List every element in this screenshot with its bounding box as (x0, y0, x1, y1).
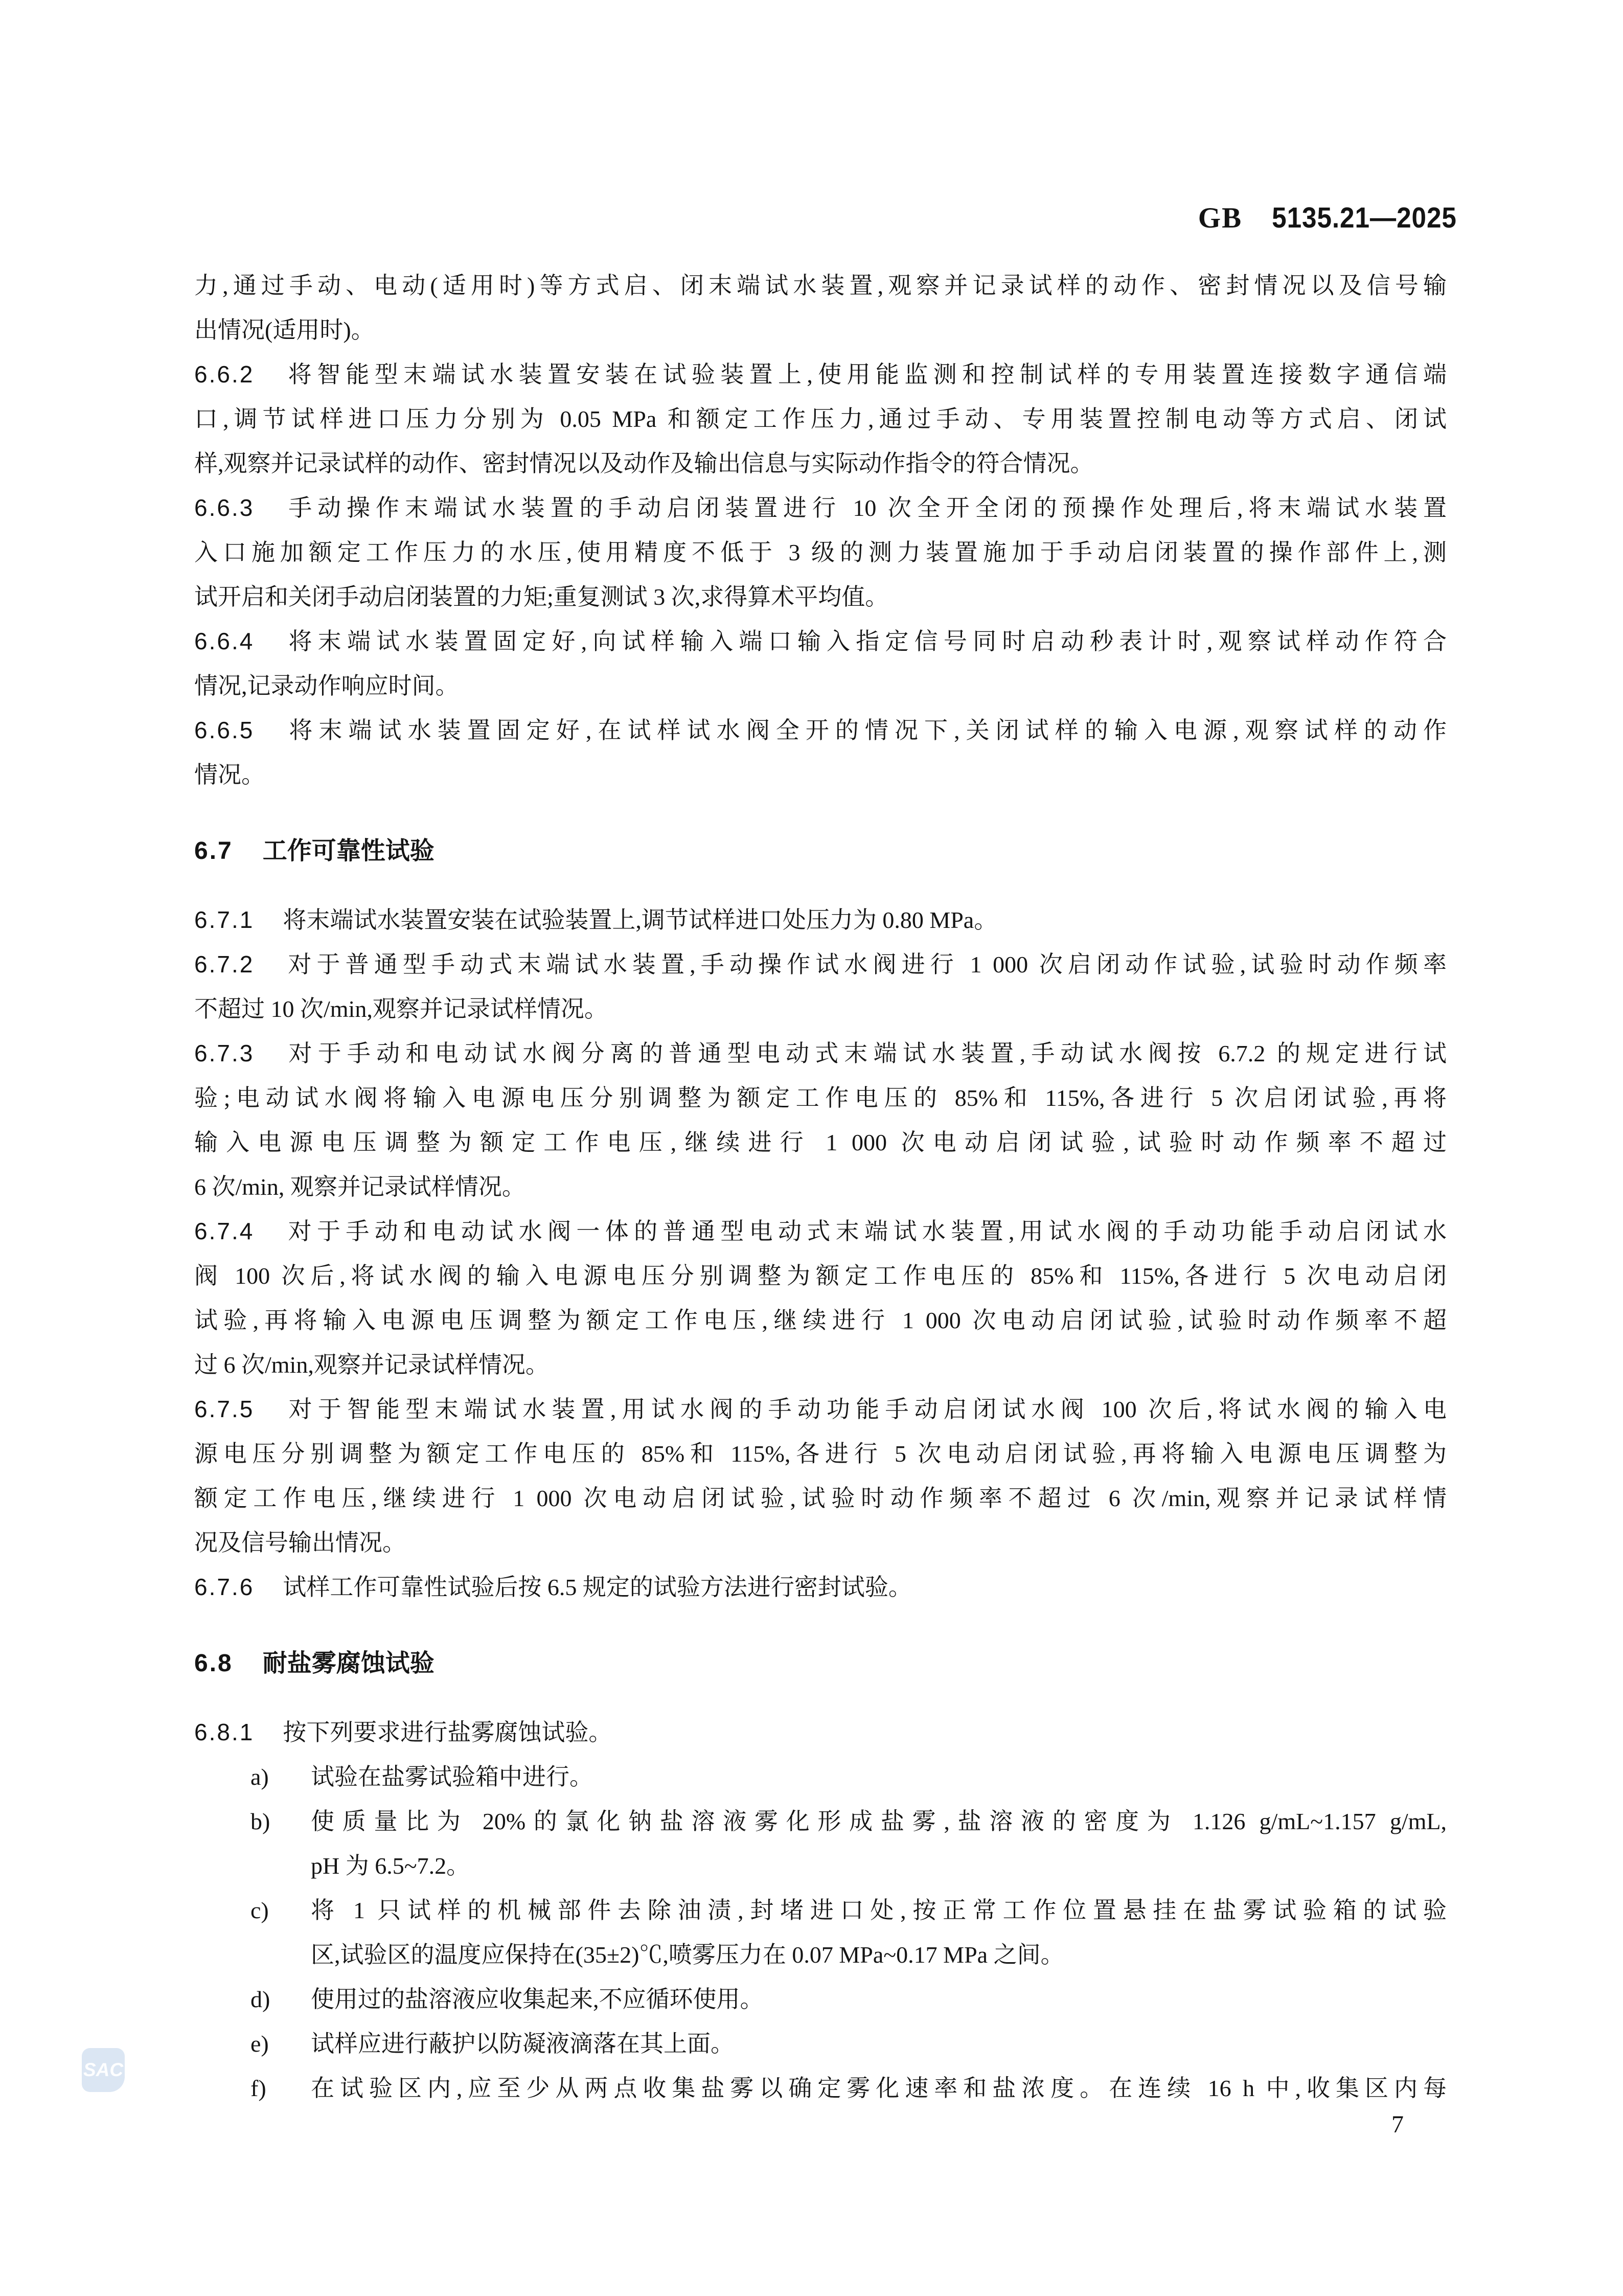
clause-text: 试样工作可靠性试验后按 6.5 规定的试验方法进行密封试验。 (283, 1574, 912, 1600)
body-text-line: 不超过 10 次/min,观察并记录试样情况。 (194, 996, 608, 1022)
clause-text: 对于智能型末端试水装置,用试水阀的手动功能手动启闭试水阀 100 次后,将试水阀的输入电 (283, 1396, 1447, 1422)
body-text-line (194, 352, 1447, 397)
list-item-b (194, 1799, 1447, 1844)
body-text-line: 6 次/min, 观察并记录试样情况。 (194, 1174, 525, 1200)
list-text: 使用过的盐溶液应收集起来,不应循环使用。 (311, 1986, 764, 2012)
body-text-line (194, 1387, 1447, 1431)
list-text: 在试验区内,应至少从两点收集盐雾以确定雾化速率和盐浓度。在连续 16 h 中,收集区内每 (311, 2075, 1447, 2101)
clause-6-7-5 (194, 1387, 1447, 1565)
clause-text: 将末端试水装置固定好,在试样试水阀全开的情况下,关闭试样的输入电源,观察试样的动作 (283, 717, 1447, 743)
clause-6-7-2 (194, 942, 1447, 1031)
body-text-line (194, 619, 1447, 664)
body-text-line (194, 898, 1447, 942)
list-item-f (194, 2066, 1447, 2110)
clause-text: 对于手动和电动试水阀一体的普通型电动式末端试水装置,用试水阀的手动功能手动启闭试水 (283, 1218, 1447, 1244)
body-text-line: 情况,记录动作响应时间。 (194, 673, 459, 699)
list-text: 使质量比为 20%的氯化钠盐溶液雾化形成盐雾,盐溶液的密度为 1.126 g/mL~1.157 g/mL, (311, 1808, 1447, 1834)
section-title: 耐盐雾腐蚀试验 (262, 1650, 435, 1677)
list-text: 试验在盐雾试验箱中进行。 (311, 1764, 593, 1790)
body-text-line: 口,调节试样进口压力分别为 0.05 MPa 和额定工作压力,通过手动、专用装置控制电动等方式启、闭试 (194, 406, 1447, 432)
clause-6-6-3 (194, 486, 1447, 619)
list-marker: e) (250, 2031, 269, 2057)
list-text: 试样应进行蔽护以防凝液滴落在其上面。 (311, 2031, 734, 2057)
clause-text: 对于手动和电动试水阀分离的普通型电动式末端试水装置,手动试水阀按 6.7.2 的规定进行试 (283, 1040, 1447, 1066)
body-text-line: 输入电源电压调整为额定工作电压,继续进行 1 000 次电动启闭试验,试验时动作频率不超过 (194, 1129, 1447, 1155)
body-text-line: 试验,再将输入电源电压调整为额定工作电压,继续进行 1 000 次电动启闭试验,试验时动作频率不超 (194, 1307, 1447, 1333)
clause-6-8-1 (194, 1710, 1447, 1755)
standard-code-number: 5135.21—2025 (1272, 201, 1457, 234)
clause-number: 6.6.5 (194, 717, 255, 743)
body-text-line: 样,观察并记录试样的动作、密封情况以及动作及输出信息与实际动作指令的符合情况。 (194, 450, 1094, 476)
list-marker: c) (250, 1897, 269, 1923)
clause-text: 手动操作末端试水装置的手动启闭装置进行 10 次全开全闭的预操作处理后,将末端试水装置 (283, 495, 1447, 521)
list-item-c-continuation: 区,试验区的温度应保持在(35±2)℃,喷雾压力在 0.07 MPa~0.17 MPa 之间。 (311, 1942, 1064, 1968)
clause-text: 将末端试水装置安装在试验装置上,调节试样进口处压力为 0.80 MPa。 (283, 907, 998, 933)
body-text-line (194, 486, 1447, 530)
section-number: 6.8 (194, 1650, 233, 1677)
page-number: 7 (1391, 2111, 1404, 2138)
clause-text: 将末端试水装置固定好,向试样输入端口输入指定信号同时启动秒表计时,观察试样动作符合 (283, 628, 1447, 654)
clause-number: 6.7.6 (194, 1574, 255, 1600)
body-text-line (194, 708, 1447, 753)
clause-number: 6.7.1 (194, 906, 255, 933)
clause-number: 6.7.5 (194, 1396, 255, 1422)
body-text-line: 入口施加额定工作压力的水压,使用精度不低于 3 级的测力装置施加于手动启闭装置的操作部件上,测 (194, 539, 1447, 565)
document-body (194, 263, 1447, 2110)
clause-text: 将智能型末端试水装置安装在试验装置上,使用能监测和控制试样的专用装置连接数字通信端 (283, 361, 1447, 388)
list-marker: b) (250, 1808, 270, 1834)
clause-6-7-3 (194, 1031, 1447, 1209)
list-item-d (194, 1977, 1447, 2021)
body-text-line: 力,通过手动、电动(适用时)等方式启、闭末端试水装置,观察并记录试样的动作、密封情况以及信号输 (194, 272, 1447, 299)
body-text-line: 况及信号输出情况。 (194, 1530, 406, 1556)
list-item-b-continuation: pH 为 6.5~7.2。 (311, 1853, 470, 1879)
body-text-line: 源电压分别调整为额定工作电压的 85%和 115%,各进行 5 次电动启闭试验,再将输入电源电压调整为 (194, 1441, 1447, 1467)
section-number: 6.7 (194, 837, 233, 865)
clause-number: 6.6.2 (194, 361, 255, 388)
clause-number: 6.6.4 (194, 628, 255, 654)
clause-6-6-5 (194, 708, 1447, 797)
sac-logo: SAC (82, 2048, 125, 2092)
body-text-line (194, 1565, 1447, 1609)
paragraph-continuation (194, 263, 1447, 352)
clause-6-7-4 (194, 1209, 1447, 1387)
section-title: 工作可靠性试验 (262, 837, 435, 865)
body-text-line: 情况。 (194, 762, 265, 788)
clause-text: 对于普通型手动式末端试水装置,手动操作试水阀进行 1 000 次启闭动作试验,试验时动作频率 (283, 951, 1447, 977)
body-text-line: 过 6 次/min,观察并记录试样情况。 (194, 1352, 549, 1378)
clause-6-7-1 (194, 898, 1447, 942)
list-marker: d) (250, 1986, 270, 2012)
clause-number: 6.6.3 (194, 494, 255, 521)
body-text-line (194, 1209, 1447, 1254)
clause-text: 按下列要求进行盐雾腐蚀试验。 (283, 1719, 612, 1745)
clause-number: 6.8.1 (194, 1719, 255, 1745)
clause-number: 6.7.4 (194, 1218, 255, 1244)
list-text: 将 1 只试样的机械部件去除油渍,封堵进口处,按正常工作位置悬挂在盐雾试验箱的试验 (311, 1897, 1447, 1923)
list-item-e (194, 2021, 1447, 2066)
clause-6-7-6 (194, 1565, 1447, 1609)
list-item-a (194, 1755, 1447, 1799)
body-text-line: 出情况(适用时)。 (194, 317, 375, 343)
clause-6-6-2 (194, 352, 1447, 486)
body-text-line (194, 1710, 1447, 1755)
standard-code-header (1198, 201, 1457, 235)
list-marker: f) (250, 2075, 266, 2101)
clause-number: 6.7.2 (194, 951, 255, 977)
section-heading-6-8 (194, 1641, 1447, 1686)
standard-code-prefix: GB (1198, 202, 1243, 234)
body-text-line: 额定工作电压,继续进行 1 000 次电动启闭试验,试验时动作频率不超过 6 次/min,观察并记录试样情 (194, 1485, 1447, 1511)
body-text-line (194, 942, 1447, 987)
clause-6-6-4 (194, 619, 1447, 708)
body-text-line: 验;电动试水阀将输入电源电压分别调整为额定工作电压的 85%和 115%,各进行 5 次启闭试验,再将 (194, 1085, 1447, 1111)
body-text-line: 阀 100 次后,将试水阀的输入电源电压分别调整为额定工作电压的 85%和 115%,各进行 5 次电动启闭 (194, 1263, 1447, 1289)
body-text-line: 试开启和关闭手动启闭装置的力矩;重复测试 3 次,求得算术平均值。 (194, 584, 889, 610)
list-marker: a) (250, 1764, 269, 1790)
section-heading-6-7 (194, 829, 1447, 873)
list-item-c (194, 1888, 1447, 1933)
clause-number: 6.7.3 (194, 1040, 255, 1066)
body-text-line (194, 1031, 1447, 1076)
